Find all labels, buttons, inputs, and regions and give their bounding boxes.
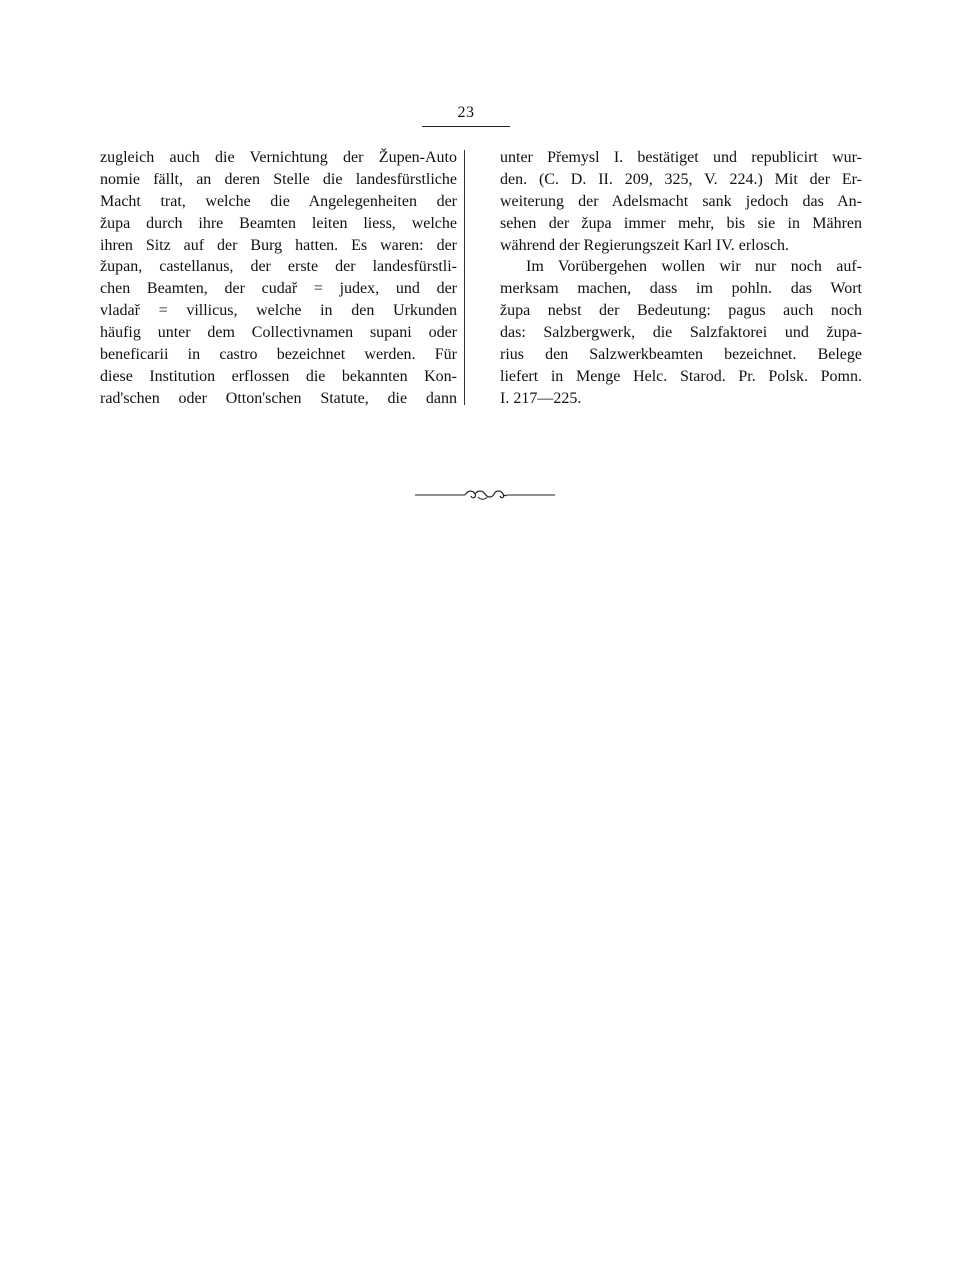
- text-line: nomie fällt, an deren Stelle die landesfürstliche: [100, 170, 457, 188]
- end-ornament: [415, 487, 555, 503]
- text-line: župa durch ihre Beamten leiten liess, welche: [100, 214, 457, 232]
- text-line: häufig unter dem Collectivnamen supani oder: [100, 324, 457, 342]
- text-line: rius den Salzwerkbeamten bezeichnet. Belege: [500, 346, 862, 364]
- text-line: merksam machen, dass im pohln. das Wort: [500, 280, 862, 298]
- text-line: ihren Sitz auf der Burg hatten. Es waren: der: [100, 236, 457, 254]
- text-line: das: Salzbergwerk, die Salzfaktorei und župa-: [500, 324, 862, 342]
- right-column: [500, 147, 862, 410]
- column-divider: [464, 150, 465, 405]
- text-line: Im Vorübergehen wollen wir nur noch auf-: [526, 258, 862, 276]
- text-line: rad'schen oder Otton'schen Statute, die dann: [100, 389, 457, 407]
- text-line: sehen der župa immer mehr, bis sie in Mähren: [500, 214, 862, 232]
- text-line: liefert in Menge Helc. Starod. Pr. Polsk. Pomn.: [500, 367, 862, 385]
- text-line: chen Beamten, der cudař = judex, und der: [100, 280, 457, 298]
- text-line: weiterung der Adelsmacht sank jedoch das An-: [500, 192, 862, 210]
- text-line: diese Institution erflossen die bekannten Kon-: [100, 367, 457, 385]
- text-line: den. (C. D. II. 209, 325, V. 224.) Mit der Er-: [500, 170, 862, 188]
- left-column: [100, 147, 457, 410]
- text-line: župa nebst der Bedeutung: pagus auch noch: [500, 302, 862, 320]
- text-line: župan, castellanus, der erste der landesfürstli-: [100, 258, 457, 276]
- text-line: vladař = villicus, welche in den Urkunden: [100, 302, 457, 320]
- text-line: zugleich auch die Vernichtung der Župen-Auto: [100, 149, 457, 166]
- page-number: 23: [457, 104, 475, 121]
- text-line: während der Regierungszeit Karl IV. erlosch.: [500, 236, 789, 254]
- text-line: beneficarii in castro bezeichnet werden. Für: [100, 346, 457, 364]
- text-line: unter Přemysl I. bestätiget und republicirt wur-: [500, 149, 862, 166]
- text-line: Macht trat, welche die Angelegenheiten der: [100, 192, 457, 210]
- text-line: I. 217—225.: [500, 389, 582, 407]
- header-rule: [422, 126, 510, 127]
